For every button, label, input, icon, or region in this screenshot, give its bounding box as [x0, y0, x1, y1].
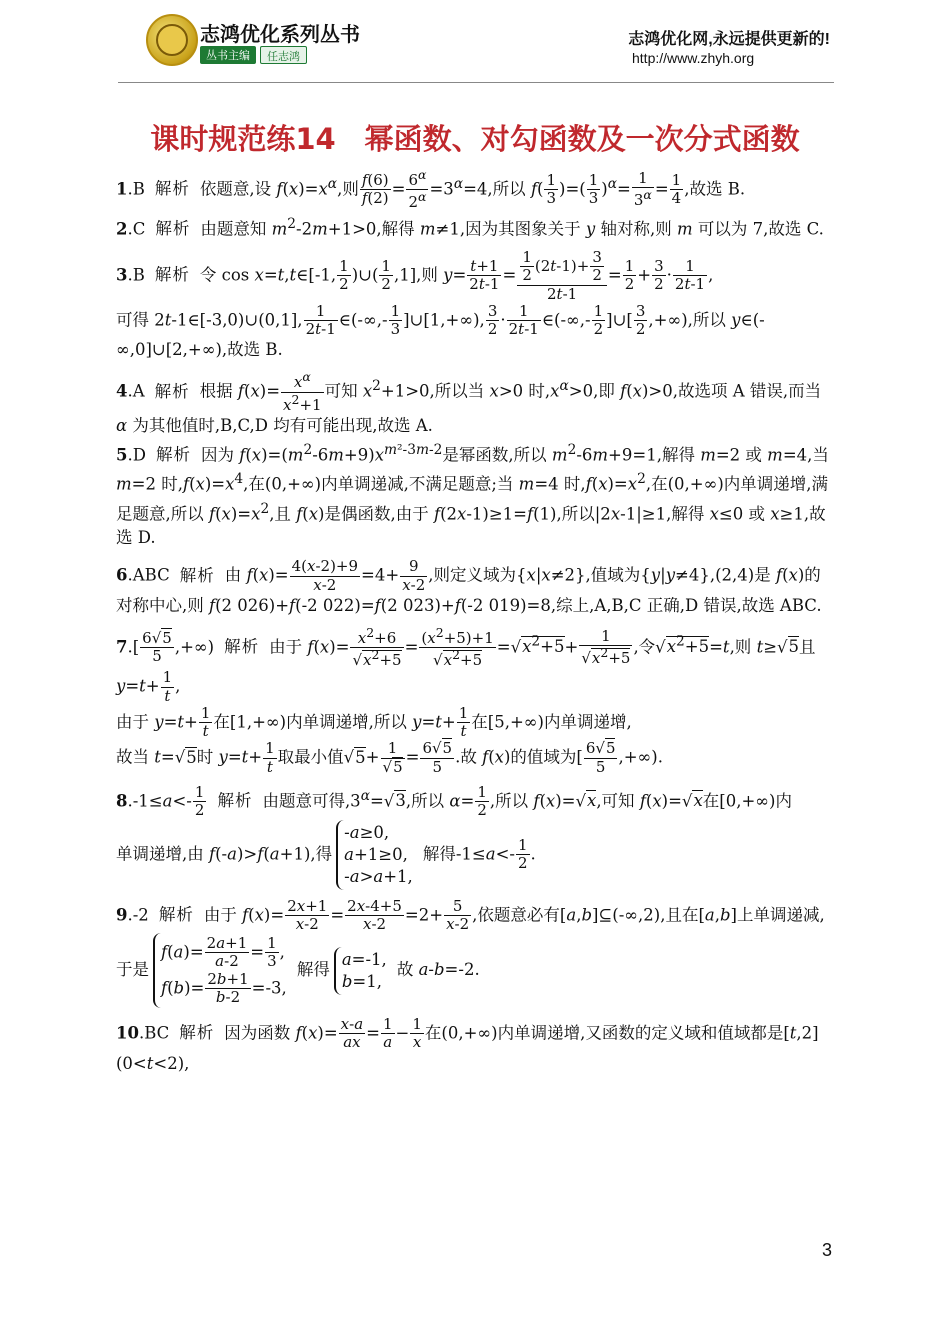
- answer-1: 1.B 解析 依题意,设 $f(x)=x^\alpha$,则 $\frac{f(6)}{f(2)}$ = $\frac{6^\alpha}{2^\alpha}$ $=3^\alpha=4$,所以 f( $\frac{1}{3}$ )=( $\frac{1}{3}$ )$^\alpha$= $\frac{1}{3^\alpha}$ = $\frac{1}{4}$ ,故选 B.: [116, 167, 746, 212]
- answer-8-cont: 单调递增,由 f(-a)>f(a+1),得 -a≥0, a+1≥0, -a>a+1, 解得-1≤a<- $\frac{1}{2}$ .: [116, 820, 832, 890]
- answer-9-cont: 于是 f(a)= $\frac{2a+1}{a-2}$ = $\frac{1}{3}$ , f(b)= $\frac{2b+1}{b-2}$ =-3, 解得 a=-1, b=1, 故 a-b=-2.: [116, 933, 832, 1008]
- editor-name: 任志鸿: [260, 46, 307, 64]
- answer-5: 5.D 解析 因为 $f(x)=(m^2-6m+9)x^{m^2-3m-2}$是幂函数,所以 $m^2-6m+9=1$,解得 m=2 或 m=4,当 m=2 时$,f(x)=x^4$,在(0,+∞)内单调递减,不满足题意;当 m=4 时$,f(x)=x^2$,在(0,+∞)内单调递增,满足题意,所以 $f(x)=x^2$,且 f(x)是偶函数,由于 f(2x-1)≥1=f(1),所以|2x-1|≥1,解得 x≤0 或 x≥1,故选 D.: [116, 441, 829, 548]
- answer-7-cont2: 由于 y=t+ $\frac{1}{t}$ 在[1,+∞)内单调递增,所以 y=t+ $\frac{1}{t}$ 在[5,+∞)内单调递增,: [116, 703, 632, 740]
- answer-4: 4.A 解析 根据 f(x)= $\frac{x^\alpha}{x^2+1}$ 可知 $x^2+1>0$,所以当 x>0 时$,x^\alpha>0$,即 f(x)>0,故选项 A 错误,而当 α 为其他值时,B,C,D 均有可能出现,故选 A.: [116, 369, 822, 435]
- answer-3-cont: 可得 2t-1∈[-3,0)∪(0,1], $\frac{1}{2t-1}$ ∈(-∞,- $\frac{1}{3}$ ]∪[1,+∞), $\frac{3}{2}$ · $\frac{1}{2t-1}$ ∈(-∞,- $\frac{1}{2}$ ]∪[ $\frac{3}{2}$ ,+∞),所以 y∈(-∞,0]∪[2,+∞),故选 B.: [116, 301, 765, 360]
- header-url[interactable]: http://www.zhyh.org: [632, 50, 755, 66]
- answer-8: 8.-1≤a<- $\frac{1}{2}$ 解析 由题意可得$,3^\alpha=√3$,所以 α= $\frac{1}{2}$ ,所以 f(x)=√x,可知 f(x)=√x在[0,+∞)内: [116, 783, 792, 820]
- series-name: 志鸿优化系列丛书: [200, 24, 360, 46]
- answer-7: 7.[ $\frac{6√5}{5}$ ,+∞) 解析 由于 f(x)= $\frac{x^2+6}{√x^2+5}$ = $\frac{(x^2+5)+1}{√x^2+5}$ $=√x^2+5+$ $\frac{1}{√x^2+5}$ ,令$√x^2+5=t$,则 t≥√5且: [116, 624, 816, 669]
- answer-7-cont3: 故当 t=√5时 y=t+ $\frac{1}{t}$ 取最小值√5+ $\frac{1}{√5}$ = $\frac{6√5}{5}$ .故 f(x)的值域为[ $\frac{6√5}{5}$ ,+∞).: [116, 739, 663, 776]
- answer-9: 9.-2 解析 由于 f(x)= $\frac{2x+1}{x-2}$ = $\frac{2x-4+5}{x-2}$ =2+ $\frac{5}{x-2}$ ,依题意必有[a,b]⊆(-∞,2),且在[a,b]上单调递减,: [116, 896, 825, 933]
- page-number: 3: [822, 1240, 833, 1260]
- page-header: [0, 0, 950, 90]
- publisher-logo-icon: [146, 14, 198, 66]
- editor-badge: [200, 46, 307, 64]
- answer-2: 2.C 解析 由题意知 $m^2-2m+1>0$,解得 m≠1,因为其图象关于 y 轴对称,则 m 可以为 7,故选 C.: [116, 215, 824, 238]
- page-title: 课时规范练14 幂函数、对勾函数及一次分式函数: [150, 122, 800, 156]
- answer-6: 6.ABC 解析 由 f(x)= $\frac{4(x-2)+9}{x-2}$ =4+ $\frac{9}{x-2}$ ,则定义域为{x|x≠2},值域为{y|y≠4},(2,4)是 f(x)的对称中心,则 f(2 026)+f(-2 022)=f(2 023)+f(-2 019)=8,综上,A,B,C 正确,D 错误,故选 ABC.: [116, 557, 822, 615]
- header-divider: [118, 82, 834, 83]
- answer-3: 3.B 解析 令 cos x=t,t∈[-1, $\frac{1}{2}$ )∪( $\frac{1}{2}$ ,1],则 y= $\frac{t+1}{2t-1}$ = $\frac{1}{2}$ (2t-1)+ $\frac{3}{2}$ 2t-1 = $\frac{1}{2}$ + $\frac{3}{2}$ · $\frac{1}{2t-1}$ ,: [116, 248, 714, 303]
- answer-7-cont1: y=t+ $\frac{1}{t}$ ,: [116, 668, 181, 705]
- editor-label: 丛书主编: [200, 46, 256, 64]
- answer-10: 10.BC 解析 因为函数 f(x)= $\frac{x-a}{ax}$ = $\frac{1}{a}$ − $\frac{1}{x}$ 在(0,+∞)内单调递增,又函数的定义域和值域都是[t,2](0<t<2),: [116, 1015, 819, 1073]
- header-slogan: 志鸿优化网,永远提供更新的!: [628, 31, 830, 48]
- answer-list: [116, 168, 832, 1076]
